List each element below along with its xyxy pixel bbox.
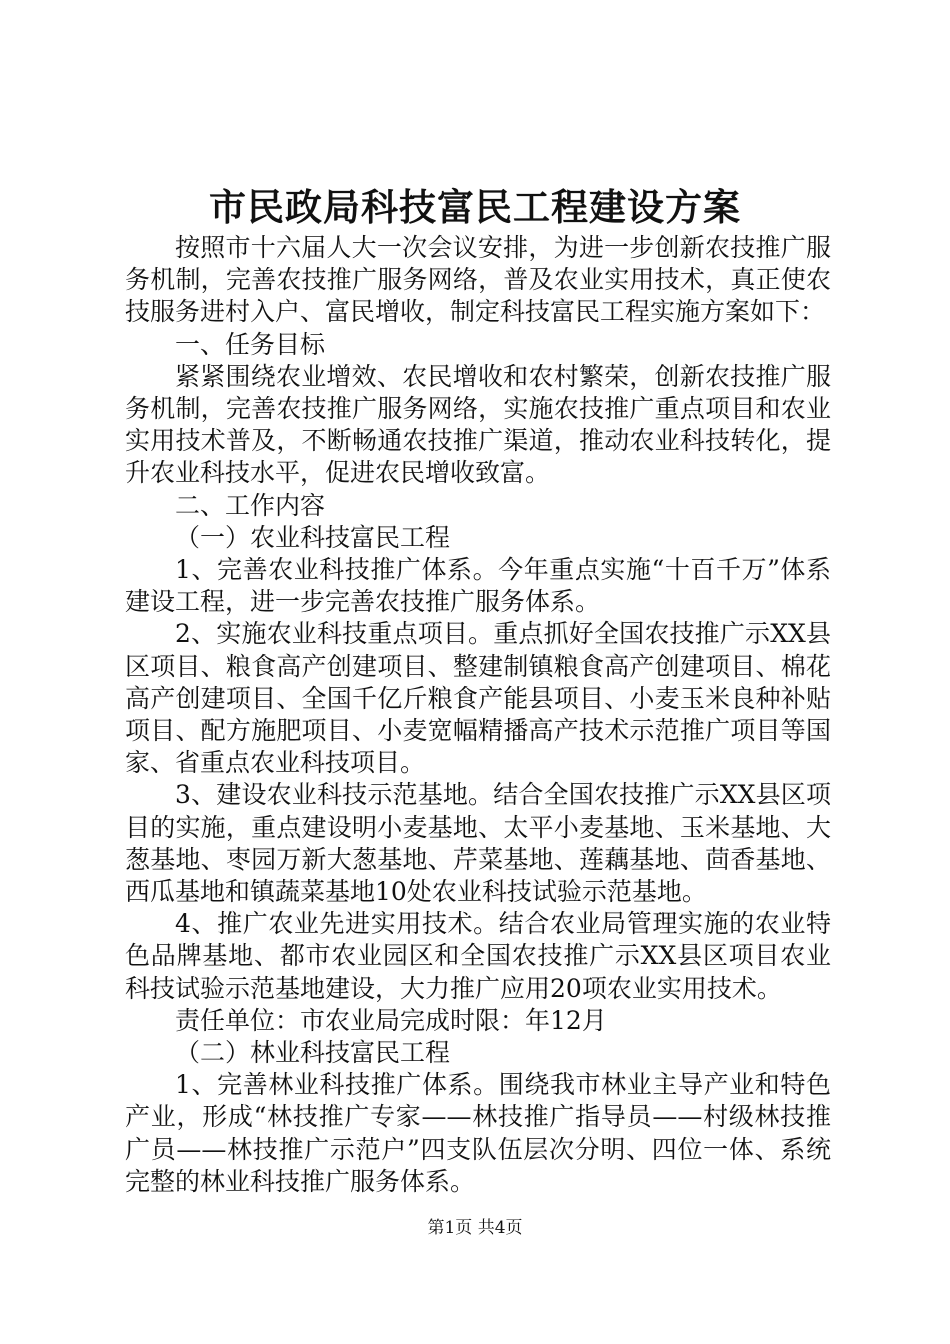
agriculture-item-4: 4、推广农业先进实用技术。结合农业局管理实施的农业特色品牌基地、都市农业园区和全国农技推广示XX县区项目农业科技试验示范基地建设，大力推广应用20项农业实用技术。 — [125, 909, 831, 1003]
document-body — [125, 232, 831, 1198]
agriculture-item-3: 3、建设农业科技示范基地。结合全国农技推广示XX县区项目的实施，重点建设明小麦基地、太平小麦基地、玉米基地、大葱基地、枣园万新大葱基地、芹菜基地、莲藕基地、茴香基地、西瓜基地和镇蔬菜基地10处农业科技试验示范基地。 — [125, 780, 831, 907]
subsection-heading-agriculture: （一）农业科技富民工程 — [175, 522, 451, 552]
page-number: 第1页 共4页 — [427, 1218, 523, 1238]
goals-paragraph: 紧紧围绕农业增效、农民增收和农村繁荣，创新农技推广服务机制，完善农技推广服务网络，实施农技推广重点项目和农业实用技术普及，不断畅通农技推广渠道，推动农业科技转化，提升农业科技水平，促进农民增收致富。 — [125, 361, 831, 488]
agriculture-item-2: 2、实施农业科技重点项目。重点抓好全国农技推广示XX县区项目、粮食高产创建项目、整建制镇粮食高产创建项目、棉花高产创建项目、全国千亿斤粮食产能县项目、小麦玉米良种补贴项目、配方施肥项目、小麦宽幅精播高产技术示范推广项目等国家、省重点农业科技项目。 — [125, 619, 831, 778]
forestry-item-1: 1、完善林业科技推广体系。围绕我市林业主导产业和特色产业，形成“林技推广专家——林技推广指导员——村级林技推广员——林技推广示范户”四支队伍层次分明、四位一体、系统完整的林业科技推广服务体系。 — [125, 1070, 831, 1196]
section-heading-work: 二、工作内容 — [175, 490, 326, 520]
subsection-heading-forestry: （二）林业科技富民工程 — [175, 1038, 451, 1068]
intro-paragraph: 按照市十六届人大一次会议安排，为进一步创新农技推广服务机制，完善农技推广服务网络，普及农业实用技术，真正使农技服务进村入户、富民增收，制定科技富民工程实施方案如下： — [125, 233, 831, 327]
section-heading-goals: 一、任务目标 — [175, 329, 326, 359]
document-title: 市民政局科技富民工程建设方案 — [209, 185, 741, 229]
responsibility-line: 责任单位：市农业局完成时限：年12月 — [175, 1005, 607, 1035]
agriculture-item-1: 1、完善农业科技推广体系。今年重点实施“十百千万”体系建设工程，进一步完善农技推广服务体系。 — [125, 555, 831, 617]
